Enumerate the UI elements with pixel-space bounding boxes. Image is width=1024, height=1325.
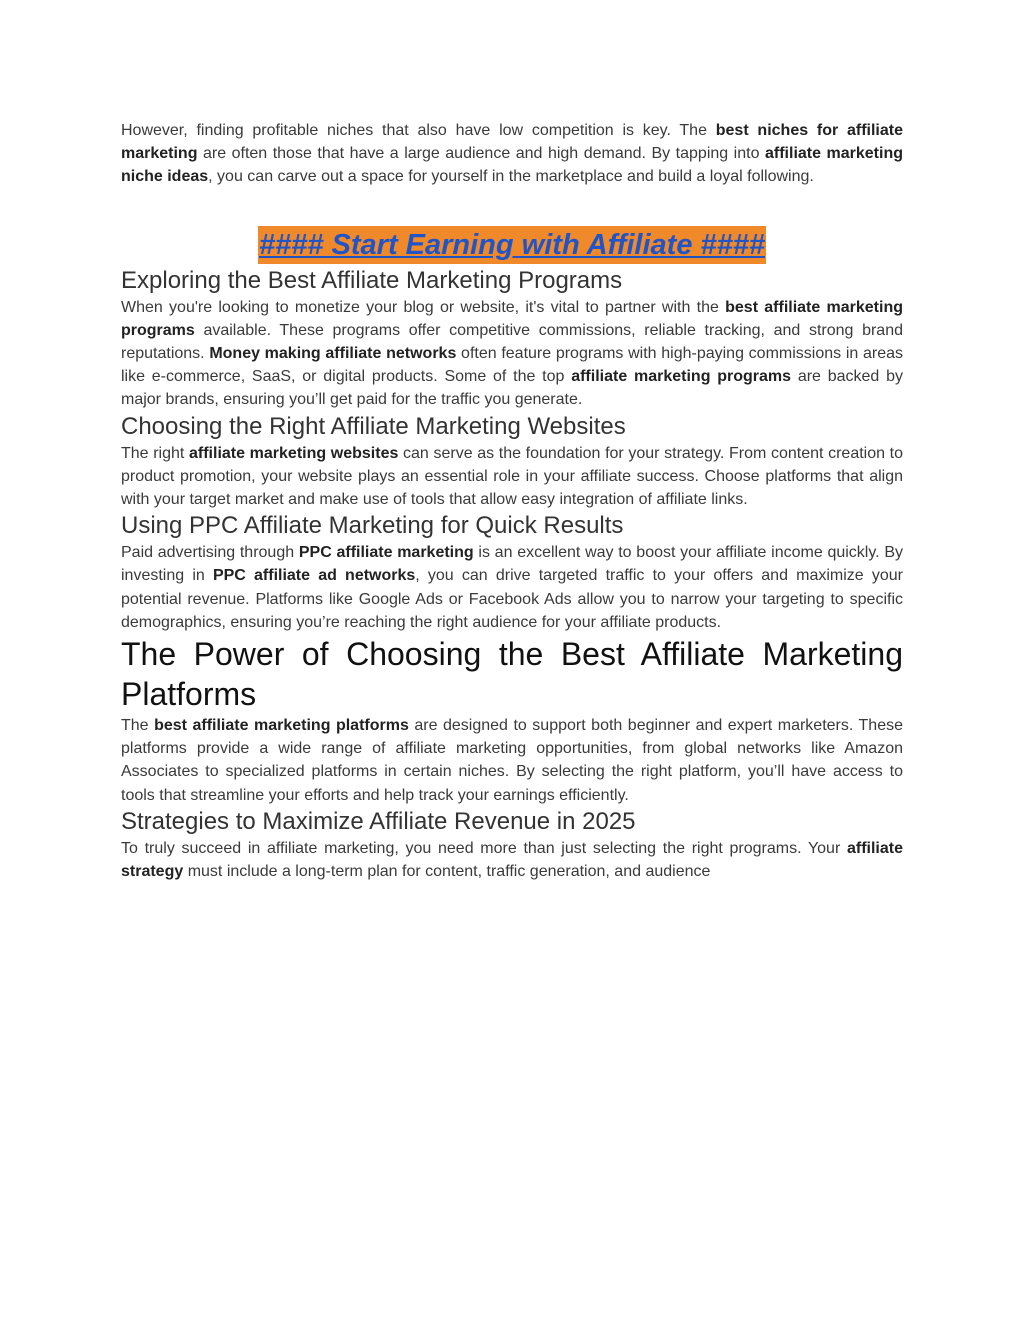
bold-keyword: best niches for affiliate marketing: [121, 122, 903, 163]
bold-keyword: best affiliate marketing platforms: [154, 717, 409, 735]
programs-paragraph: [121, 296, 903, 412]
text-run: can serve as the foundation for your strategy. From content creation to product promotion, your website plays an essential role in your affiliate success. Choose platforms that align with your target market and make use of tools that allow easy integration of affiliate links.: [121, 444, 903, 509]
section-heading-programs: Exploring the Best Affiliate Marketing Programs: [121, 266, 623, 294]
bold-keyword: affiliate marketing niche ideas: [121, 145, 903, 186]
main-heading-platforms: The Power of Choosing the Best Affiliate Marketing Platforms: [121, 636, 903, 713]
bold-keyword: best affiliate marketing programs: [121, 298, 904, 339]
ppc-paragraph: [121, 541, 903, 634]
platforms-paragraph: [121, 714, 903, 807]
bold-keyword: PPC affiliate marketing: [298, 544, 474, 562]
text-run: The right: [121, 444, 189, 462]
bold-keyword: affiliate marketing websites: [189, 444, 399, 462]
text-run: To truly succeed in affiliate marketing, you need more than just selecting the right programs. Your: [121, 839, 847, 857]
text-run: The: [121, 717, 155, 735]
text-run: often feature programs with high-paying commissions in areas like e-commerce, SaaS, or digital products. Some of the top: [121, 345, 903, 386]
bold-keyword: Money making affiliate networks: [209, 345, 457, 363]
bold-keyword: affiliate strategy: [121, 839, 903, 881]
websites-paragraph: [121, 442, 903, 512]
text-run: However, finding profitable niches that also have low competition is key. The: [121, 122, 716, 139]
section-heading-strategies: Strategies to Maximize Affiliate Revenue in 2025: [121, 807, 636, 835]
bold-keyword: affiliate marketing programs: [571, 368, 792, 386]
start-earning-link[interactable]: #### Start Earning with Affiliate ####: [258, 226, 766, 264]
text-run: is an excellent way to boost your affiliate income quickly. By investing in: [121, 544, 904, 585]
bold-keyword: PPC affiliate ad networks: [212, 567, 416, 585]
text-run: are designed to support both beginner and expert marketers. These platforms provide a wide range of affiliate marketing opportunities, from global networks like Amazon Associates to specialized platforms in certain niches. By selecting the right platform, you’ll have access to tools that streamline your efforts and help track your earnings efficiently.: [121, 717, 904, 804]
section-heading-ppc: Using PPC Affiliate Marketing for Quick Results: [121, 512, 624, 540]
document-page: [121, 119, 903, 883]
cta-container: [121, 226, 903, 266]
text-run: are backed by major brands, ensuring you’ll get paid for the traffic you generate.: [121, 368, 904, 409]
section-heading-websites: Choosing the Right Affiliate Marketing Websites: [121, 412, 626, 440]
text-run: available. These programs offer competitive commissions, reliable tracking, and strong brand reputations.: [121, 321, 903, 363]
text-run: are often those that have a large audience and high demand. By tapping into: [197, 145, 765, 163]
text-run: When you're looking to monetize your blog or website, it's vital to partner with the: [121, 298, 726, 316]
strategies-paragraph: [121, 837, 903, 883]
text-run: Paid advertising through: [121, 544, 299, 562]
text-run: , you can carve out a space for yourself in the marketplace and build a loyal following.: [208, 168, 814, 186]
intro-paragraph: [121, 119, 903, 189]
text-run: must include a long-term plan for content, traffic generation, and audience: [183, 863, 711, 881]
text-run: , you can drive targeted traffic to your offers and maximize your potential revenue. Platforms like Google Ads or Facebook Ads allow you to narrow your targeting to specific demographics, ensuring you’re reaching the right audience for your affiliate products.: [121, 567, 904, 631]
